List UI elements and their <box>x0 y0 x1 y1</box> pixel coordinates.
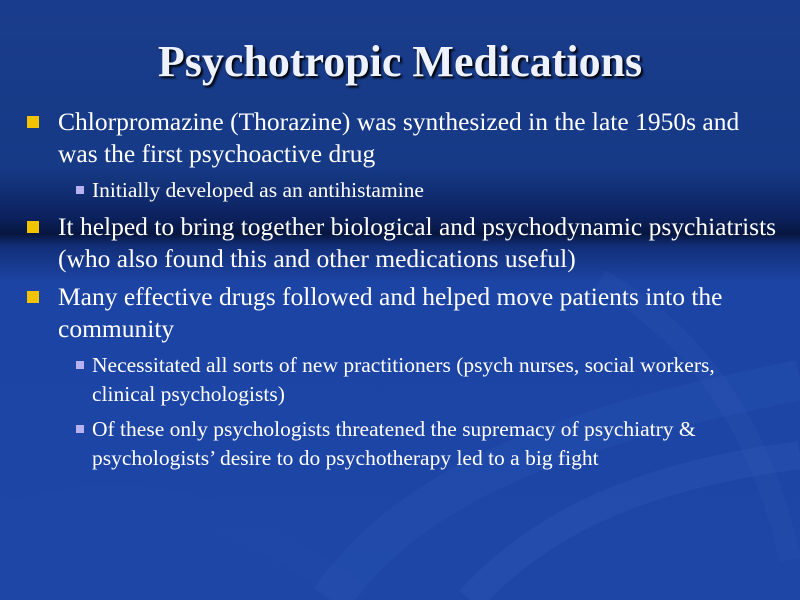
sub-bullet-item <box>22 415 782 473</box>
sub-bullet-item <box>22 176 782 205</box>
square-bullet-icon <box>76 361 84 369</box>
square-bullet-icon <box>76 425 84 433</box>
bullet-item <box>22 211 782 275</box>
square-bullet-icon <box>27 291 39 303</box>
square-bullet-icon <box>27 221 39 233</box>
slide-title: Psychotropic Medications <box>157 37 643 86</box>
bullet-text: Chlorpromazine (Thorazine) was synthesized in the late 1950s and was the first psychoactive drug <box>58 107 740 168</box>
sub-bullet-text: Initially developed as an antihistamine <box>92 178 424 202</box>
bullet-item <box>22 106 782 170</box>
sub-bullet-item <box>22 351 782 409</box>
sub-bullet-text: Necessitated all sorts of new practitioners (psych nurses, social workers, clinical psychologists) <box>92 353 715 406</box>
sub-bullet-text: Of these only psychologists threatened the supremacy of psychiatry & psychologists’ desire to do psychotherapy led to a big fight <box>92 417 696 470</box>
bullet-list <box>22 106 782 479</box>
square-bullet-icon <box>27 116 39 128</box>
square-bullet-icon <box>76 186 84 194</box>
bullet-text: It helped to bring together biological and psychodynamic psychiatrists (who also found this and other medications useful) <box>58 212 777 273</box>
bullet-item <box>22 281 782 345</box>
bullet-text: Many effective drugs followed and helped move patients into the community <box>58 282 723 343</box>
